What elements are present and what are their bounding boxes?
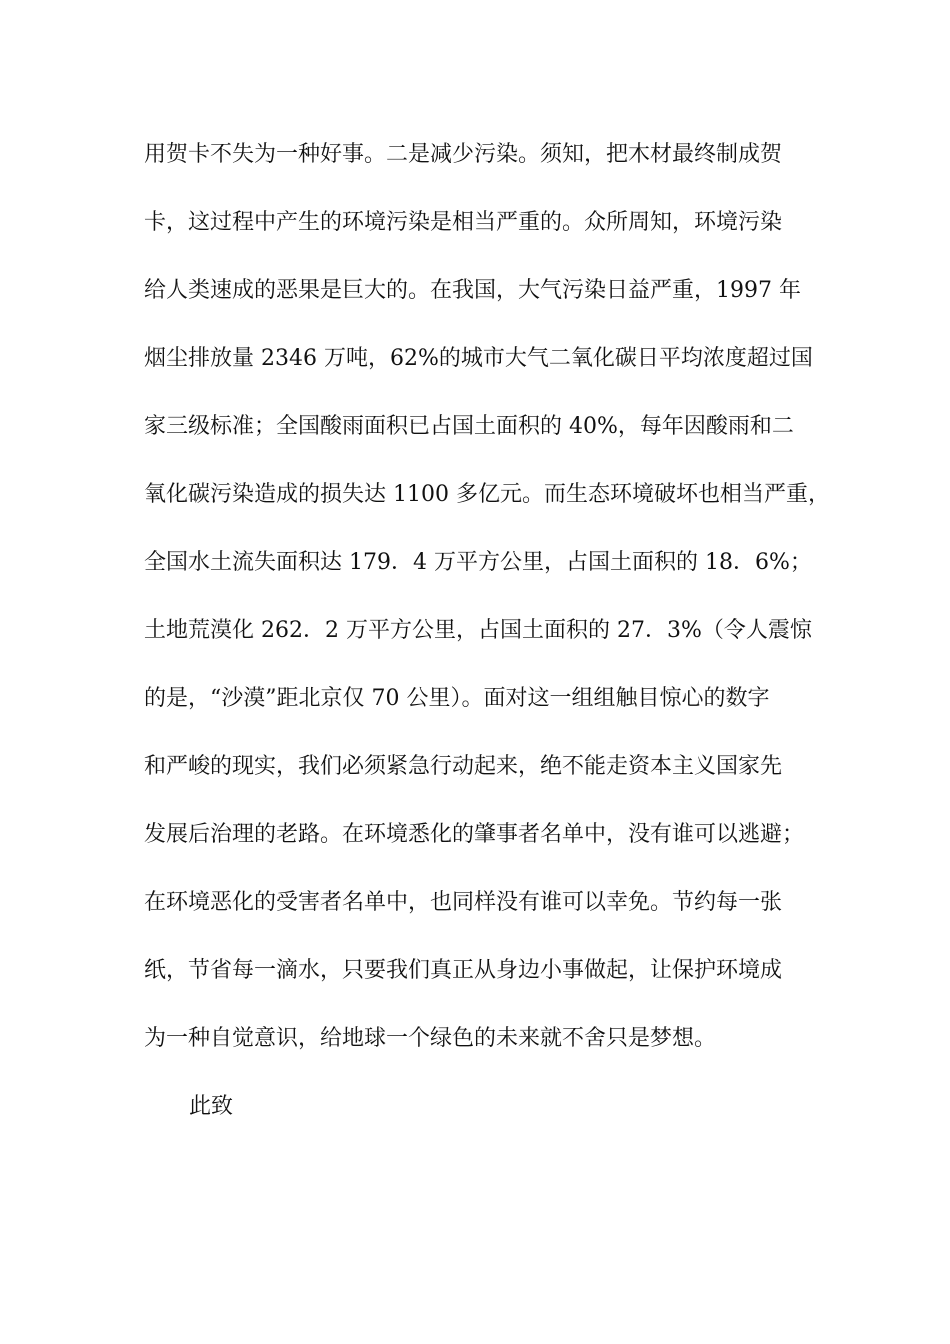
paragraph-line: 家三级标准；全国酸雨面积已占国土面积的 40%，每年因酸雨和二 <box>144 414 794 439</box>
paragraph-line: 为一种自觉意识，给地球一个绿色的未来就不舍只是梦想。 <box>144 1026 717 1051</box>
paragraph-line: 和严峻的现实，我们必须紧急行动起来，绝不能走资本主义国家先 <box>144 754 783 779</box>
paragraph-line: 卡，这过程中产生的环境污染是相当严重的。众所周知，环境污染 <box>144 210 783 235</box>
paragraph-line: 纸，节省每一滴水，只要我们真正从身边小事做起，让保护环境成 <box>144 958 783 983</box>
paragraph-line: 氧化碳污染造成的损失达 1100 多亿元。而生态环境破坏也相当严重， <box>144 482 830 507</box>
paragraph-line: 用贺卡不失为一种好事。二是减少污染。须知，把木材最终制成贺 <box>144 142 783 167</box>
paragraph-line: 烟尘排放量 2346 万吨，62%的城市大气二氧化碳日平均浓度超过国 <box>144 346 813 371</box>
paragraph-line: 的是，“沙漠”距北京仅 70 公里）。面对这一组组触目惊心的数字 <box>144 686 770 711</box>
paragraph-line: 给人类速成的恶果是巨大的。在我国，大气污染日益严重，1997 年 <box>144 278 801 303</box>
paragraph-line: 全国水土流失面积达 179．4 万平方公里，占国土面积的 18．6%； <box>144 550 812 575</box>
paragraph-line: 土地荒漠化 262．2 万平方公里，占国土面积的 27．3%（令人震惊 <box>144 618 812 643</box>
paragraph-line: 发展后治理的老路。在环境悉化的肇事者名单中，没有谁可以逃避； <box>144 822 805 847</box>
paragraph-line: 在环境恶化的受害者名单中，也同样没有谁可以幸免。节约每一张 <box>144 890 783 915</box>
closing-salutation: 此致 <box>189 1094 234 1119</box>
